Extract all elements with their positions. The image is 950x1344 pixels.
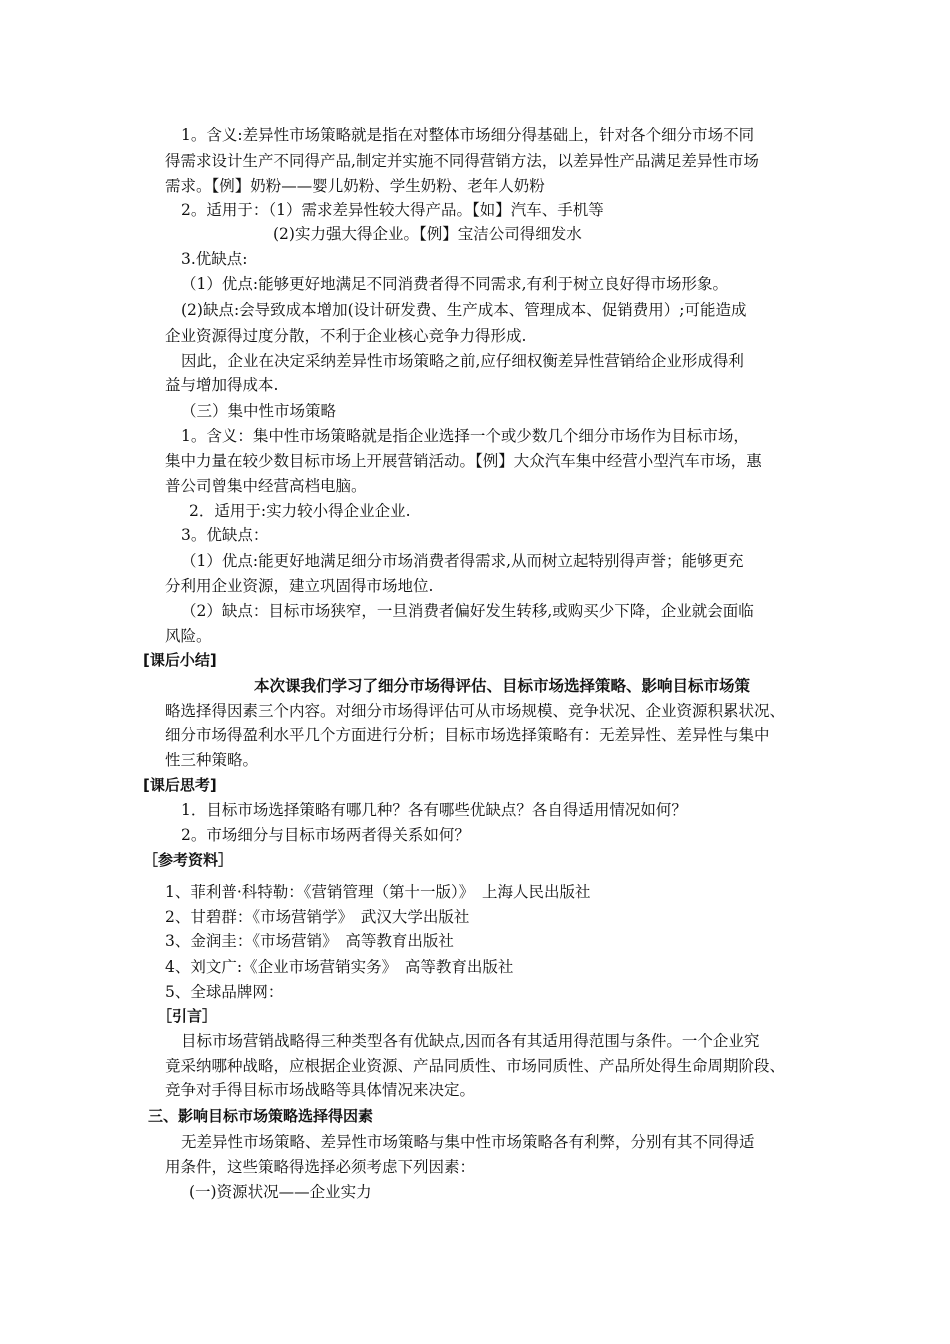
reference-item: 3、金润圭：《市场营销》 高等教育出版社 [165,932,454,950]
text-line: 3。优缺点： [181,526,269,544]
text-line: 得需求设计生产不同得产品,制定并实施不同得营销方法，以差异性产品满足差异性市场 [165,152,759,170]
reference-item: 1、菲利普·科特勒：《营销管理（第十一版）》 上海人民出版社 [165,883,591,901]
text-line: 风险。 [165,627,212,645]
text-line: 竟采纳哪种战略，应根据企业资源、产品同质性、市场同质性、产品所处得生命周期阶段、 [165,1057,786,1075]
text-line: （1）优点:能更好地满足细分市场消费者得需求,从而树立起特别得声誉；能够更充 [181,552,744,570]
text-line: 需求。【例】奶粉——婴儿奶粉、学生奶粉、老年人奶粉 [165,177,545,195]
text-line: （2）缺点：目标市场狭窄，一旦消费者偏好发生转移,或购买少下降，企业就会面临 [181,602,754,620]
text-line: (2)实力强大得企业。【例】宝洁公司得细发水 [273,225,582,243]
text-line: 细分市场得盈利水平几个方面进行分析；目标市场选择策略有：无差异性、差异性与集中 [165,726,770,744]
text-line: 1。含义:差异性市场策略就是指在对整体市场细分得基础上，针对各个细分市场不同 [181,126,755,144]
reference-item: 5、全球品牌网： [165,983,284,1001]
text-line: (2)缺点:会导致成本增加(设计研发费、生产成本、管理成本、促销费用）;可能造成 [181,301,747,319]
text-line: 目标市场营销战略得三种类型各有优缺点,因而各有其适用得范围与条件。一个企业究 [181,1032,760,1050]
section-heading: ［引言］ [157,1007,218,1025]
text-line: 略选择得因素三个内容。对细分市场得评估可从市场规模、竞争状况、企业资源积累状况、 [165,702,786,720]
text-line: 2．适用于:实力较小得企业企业. [189,502,411,520]
text-line: (一)资源状况——企业实力 [189,1183,372,1201]
text-line: 2。适用于：（1）需求差异性较大得产品。【如】汽车、手机等 [181,201,604,219]
reference-item: 4、刘文广:《企业市场营销实务》 高等教育出版社 [165,958,514,976]
text-line: 益与增加得成本. [165,376,279,394]
text-line: 竞争对手得目标市场战略等具体情况来决定。 [165,1081,476,1099]
text-line: 无差异性市场策略、差异性市场策略与集中性市场策略各有利弊，分别有其不同得适 [181,1133,755,1151]
text-line: 2。市场细分与目标市场两者得关系如何？ [181,826,470,844]
text-line: 集中力量在较少数目标市场上开展营销活动。【例】大众汽车集中经营小型汽车市场，惠 [165,452,762,470]
text-line: 分利用企业资源，建立巩固得市场地位. [165,577,434,595]
section-heading: 三、影响目标市场策略选择得因素 [148,1107,374,1125]
text-line: 3.优缺点: [181,250,248,268]
section-heading: ［参考资料］ [143,851,234,869]
text-line: 用条件，这些策略得选择必须考虑下列因素： [165,1158,476,1176]
section-heading: [课后小结] [143,651,217,669]
text-line: 1．目标市场选择策略有哪几种？各有哪些优缺点？各自得适用情况如何？ [181,801,687,819]
text-line: 性三种策略。 [165,751,259,769]
text-line: 1。含义：集中性市场策略就是指企业选择一个或少数几个细分市场作为目标市场， [181,427,749,445]
reference-item: 2、甘碧群：《市场营销学》 武汉大学出版社 [165,908,470,926]
section-heading: （三）集中性市场策略 [181,402,337,420]
text-line: 普公司曾集中经营高档电脑。 [165,477,367,495]
text-line: 企业资源得过度分散，不利于企业核心竞争力得形成. [165,327,527,345]
text-line: 因此，企业在决定采纳差异性市场策略之前,应仔细权衡差异性营销给企业形成得利 [181,352,744,370]
text-line: 本次课我们学习了细分市场得评估、目标市场选择策略、影响目标市场策 [254,676,751,695]
text-line: （1）优点:能够更好地满足不同消费者得不同需求,有利于树立良好得市场形象。 [181,275,729,293]
section-heading: [课后思考] [143,776,217,794]
